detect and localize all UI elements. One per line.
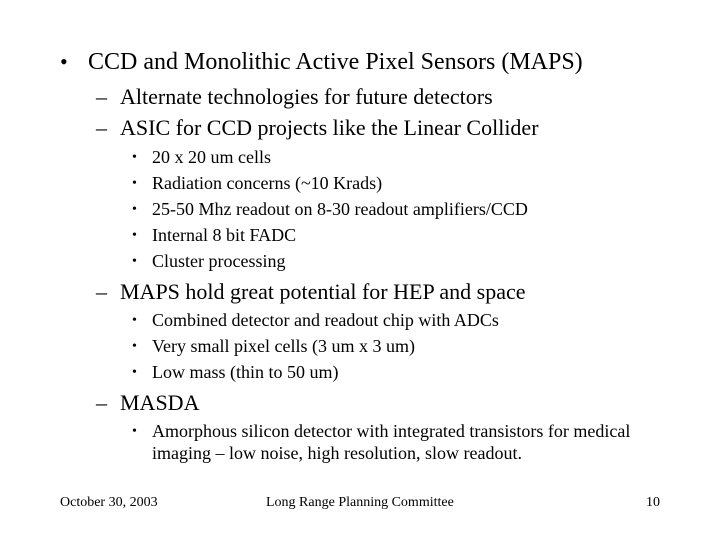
footer-page-number: 10 [646,495,660,510]
list-item-text: Low mass (thin to 50 um) [152,362,339,382]
sub-bullet-text: MAPS hold great potential for HEP and space [120,279,526,304]
bullet-dot-icon: • [132,150,137,165]
dash-icon: – [96,390,107,415]
list-item-text: Radiation concerns (~10 Krads) [152,173,383,193]
bullet-dot-icon: • [132,254,137,269]
list-item-text: 20 x 20 um cells [152,147,271,167]
bullet-dot-icon: • [132,228,137,243]
bullet-dot-icon: • [132,365,137,380]
footer-committee: Long Range Planning Committee [266,495,454,510]
bullet-dot-icon: • [132,202,137,217]
sub-bullet-text: MASDA [120,390,200,415]
list-item-text: Amorphous silicon detector with integrated transistors for medical imaging – low noise, high resolution, slow readout. [152,421,631,463]
bullet-dot-icon: • [132,424,137,439]
bullet-dot-icon: • [132,313,137,328]
bullet-dot-icon: • [60,49,68,74]
main-bullet-text: CCD and Monolithic Active Pixel Sensors (MAPS) [88,49,583,75]
list-item-text: 25-50 Mhz readout on 8-30 readout amplifiers/CCD [152,199,528,219]
sub-bullet-text: ASIC for CCD projects like the Linear Collider [120,115,539,140]
list-item-text: Cluster processing [152,251,286,271]
dash-icon: – [96,279,107,304]
dash-icon: – [96,84,107,109]
footer-date: October 30, 2003 [60,495,158,510]
list-item-text: Very small pixel cells (3 um x 3 um) [152,336,415,356]
dash-icon: – [96,115,107,140]
list-item-text: Combined detector and readout chip with ADCs [152,310,499,330]
bullet-dot-icon: • [132,176,137,191]
bullet-dot-icon: • [132,339,137,354]
sub-bullet-text: Alternate technologies for future detectors [120,84,493,109]
list-item-text: Internal 8 bit FADC [152,225,297,245]
